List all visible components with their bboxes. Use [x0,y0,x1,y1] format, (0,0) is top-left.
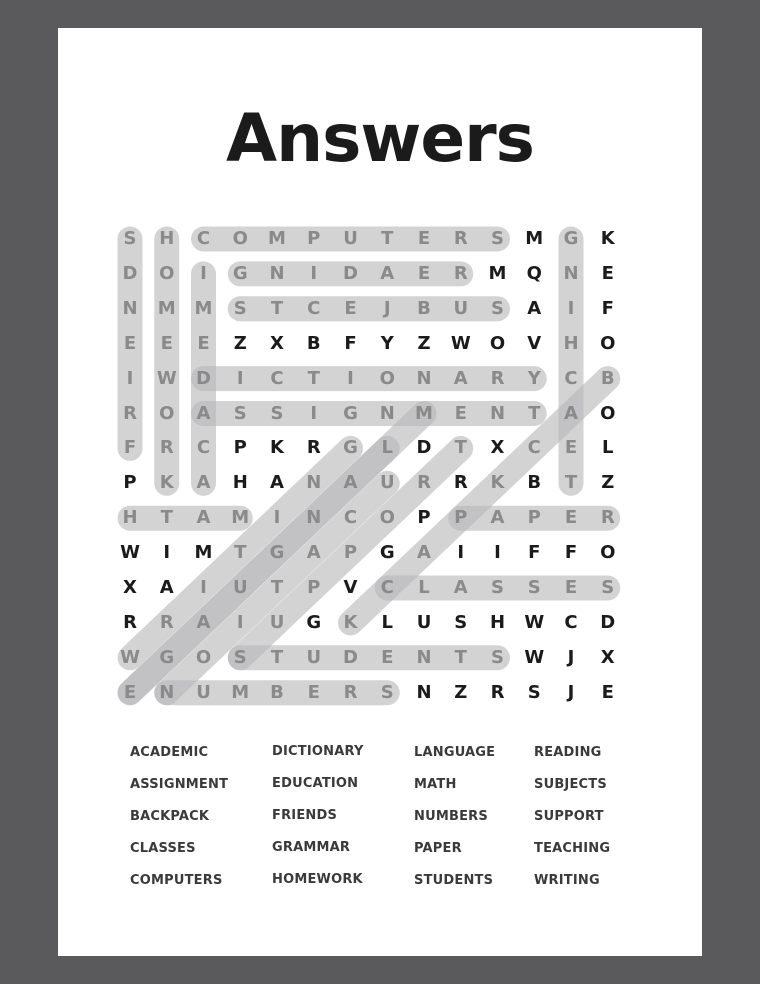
grid-cell: E [344,297,357,319]
grid-cell: S [233,646,247,668]
grid-cell: S [491,577,504,598]
grid-cell: V [527,332,542,354]
grid-cell: C [196,437,211,459]
grid-cell: P [233,437,247,459]
grid-cell: C [307,297,321,319]
grid-cell: D [122,262,138,284]
word-list-item: WRITING [534,873,600,888]
grid-cell: R [159,437,174,459]
grid-cell: U [269,611,285,633]
grid-cell: D [196,367,211,389]
grid-cell: W [120,542,140,564]
grid-cell: T [270,297,284,319]
word-list-item: HOMEWORK [272,872,363,887]
grid-cell: T [454,646,467,668]
grid-cell: O [600,542,616,564]
word-list-item: FRIENDS [272,808,338,823]
grid-cell: E [307,681,320,703]
grid-cell: C [527,437,541,459]
grid-cell: R [343,681,358,703]
grid-cell: W [450,332,471,354]
grid-cell: G [343,402,358,424]
grid-cell: U [453,297,469,319]
grid-cell: A [453,367,468,389]
grid-cell: S [491,646,504,668]
grid-cell: K [490,472,505,494]
word-list-item: STUDENTS [414,873,494,888]
grid-cell: J [383,297,391,319]
grid-cell: E [197,332,210,354]
grid-cell: M [525,228,544,249]
grid-cell: E [160,332,173,354]
grid-cell: U [416,611,432,633]
grid-cell: A [453,577,468,598]
grid-cell: O [489,332,506,354]
grid-cell: P [307,577,321,598]
word-list-item: LANGUAGE [414,745,496,760]
grid-cell: A [306,542,321,564]
grid-cell: H [159,228,175,249]
grid-cell: S [601,577,615,598]
grid-cell: T [381,228,394,249]
grid-cell: L [381,611,393,633]
grid-cell: S [380,681,394,703]
grid-cell: C [564,367,578,389]
grid-cell: S [491,297,504,319]
grid-cell: D [343,646,358,668]
grid-cell: R [600,507,615,529]
grid-cell: M [231,681,250,703]
grid-cell: P [343,542,358,564]
grid-cell: L [418,577,430,598]
grid-cell: G [269,542,285,564]
grid-cell: G [306,611,322,633]
grid-cell: X [123,577,137,598]
grid-cell: M [194,542,213,564]
grid-cell: Q [526,262,542,284]
grid-cell: M [415,402,433,424]
grid-cell: P [123,472,137,494]
grid-cell: A [196,507,211,529]
grid-cell: T [528,402,541,424]
grid-cell: E [123,332,137,354]
grid-cell: S [527,577,541,598]
grid-cell: O [159,402,175,424]
grid-cell: M [268,228,286,249]
grid-cell: U [232,577,248,598]
grid-cell: Z [233,332,247,354]
grid-cell: I [347,367,354,389]
grid-cell: A [159,577,174,598]
grid-cell: L [602,437,614,459]
word-list-item: READING [534,745,602,760]
grid-cell: L [381,437,393,459]
grid-cell: R [159,611,174,633]
grid-cell: N [269,262,285,284]
grid-cell: J [567,681,575,703]
grid-cell: E [601,262,614,284]
word-list-item: ACADEMIC [130,745,209,760]
grid-cell: O [159,262,175,284]
grid-cell: E [417,228,431,249]
grid-cell: H [489,611,506,633]
grid-cell: S [491,228,504,249]
word-list-item: ASSIGNMENT [130,777,229,792]
grid-cell: F [601,297,614,319]
grid-cell: E [417,262,431,284]
grid-cell: W [524,611,545,633]
grid-cell: G [563,228,579,249]
grid-cell: E [564,507,578,529]
grid-cell: K [343,611,358,633]
grid-cell: R [490,367,505,389]
grid-cell: W [156,367,177,389]
grid-cell: N [416,646,432,668]
grid-cell: T [270,577,284,598]
grid-cell: R [123,611,137,633]
grid-cell: H [563,332,579,354]
grid-cell: R [453,262,468,284]
grid-cell: O [195,646,212,668]
word-list-item: BACKPACK [130,809,210,824]
grid-cell: R [417,472,431,494]
grid-cell: P [527,507,541,529]
grid-cell: J [567,646,575,668]
grid-cell: O [379,507,395,529]
grid-cell: O [379,367,395,389]
grid-cell: M [194,297,213,319]
grid-cell: T [270,646,284,668]
grid-cell: U [379,472,395,494]
grid-cell: D [416,437,432,459]
grid-cell: A [380,262,395,284]
grid-cell: F [344,332,357,354]
grid-cell: N [489,402,506,424]
grid-cell: S [233,297,247,319]
grid-cell: I [494,542,501,564]
grid-cell: M [157,297,176,319]
word-list-item: GRAMMAR [272,840,351,855]
grid-cell: E [381,646,394,668]
grid-cell: T [234,542,247,564]
grid-cell: D [343,262,358,284]
grid-cell: N [563,262,579,284]
grid-cell: I [310,402,318,424]
grid-cell: I [310,262,318,284]
grid-cell: I [200,577,207,598]
grid-cell: F [528,542,541,564]
word-list-item: MATH [414,777,457,792]
word-list-item: DICTIONARY [272,744,364,759]
grid-cell: F [564,542,578,564]
grid-cell: S [233,402,247,424]
grid-cell: A [527,297,542,319]
grid-cell: N [306,507,322,529]
page-title: Answers [226,100,534,177]
grid-cell: R [306,437,321,459]
word-list-item: PAPER [414,841,462,856]
grid-cell: G [343,437,358,459]
grid-cell: G [379,542,395,564]
grid-cell: G [232,262,248,284]
grid-cell: T [160,507,173,529]
grid-cell: B [600,367,615,389]
grid-cell: I [200,262,207,284]
grid-cell: N [122,297,138,319]
grid-cell: P [307,228,321,249]
grid-cell: S [454,611,468,633]
grid-cell: N [159,681,175,703]
grid-cell: R [453,472,468,494]
grid-cell: T [564,472,578,494]
grid-cell: K [270,437,284,459]
grid-cell: E [454,402,467,424]
grid-cell: A [343,472,358,494]
grid-cell: I [236,367,244,389]
grid-cell: X [600,646,615,668]
grid-cell: C [270,367,284,389]
grid-cell: V [343,577,358,598]
word-list-item: CLASSES [130,841,196,856]
grid-cell: B [306,332,321,354]
grid-cell: R [453,228,468,249]
grid-cell: E [564,437,578,459]
grid-cell: E [564,577,578,598]
grid-cell: T [307,367,320,389]
grid-cell: A [270,472,284,494]
grid-cell: R [490,681,505,703]
grid-cell: M [231,507,250,529]
grid-cell: E [123,681,137,703]
grid-cell: I [126,367,134,389]
grid-cell: X [490,437,505,459]
grid-cell: G [159,646,175,668]
grid-cell: U [343,228,358,249]
grid-cell: H [232,472,248,494]
grid-cell: M [488,262,507,284]
word-list-item: SUBJECTS [534,777,607,792]
grid-cell: A [490,507,505,529]
grid-cell: E [601,681,614,703]
grid-cell: Y [527,367,541,389]
grid-cell: R [123,402,137,424]
grid-cell: Z [601,472,615,494]
grid-cell: W [120,646,140,668]
grid-cell: D [600,611,616,633]
grid-cell: P [454,507,468,529]
word-list-item: EDUCATION [272,776,359,791]
grid-cell: W [524,646,545,668]
grid-cell: T [454,437,467,459]
grid-cell: B [417,297,431,319]
grid-cell: F [123,437,137,459]
grid-cell: N [416,681,432,703]
grid-cell: Y [380,332,394,354]
grid-cell: C [196,228,211,249]
grid-cell: A [196,472,211,494]
grid-cell: O [232,228,248,249]
grid-cell: C [564,611,578,633]
grid-cell: I [567,297,575,319]
grid-cell: N [306,472,322,494]
grid-cell: I [457,542,465,564]
grid-cell: B [270,681,284,703]
word-list-item: SUPPORT [534,809,604,824]
word-list-item: TEACHING [534,841,611,856]
grid-cell: A [417,542,431,564]
grid-cell: K [600,228,615,249]
grid-cell: C [343,507,358,529]
grid-cell: N [416,367,432,389]
grid-cell: P [417,507,431,529]
grid-cell: A [196,611,211,633]
grid-cell: A [196,402,211,424]
grid-cell: K [159,472,174,494]
grid-cell: H [122,507,138,529]
grid-cell: Z [454,681,468,703]
grid-cell: O [600,402,616,424]
grid-cell: S [123,228,137,249]
grid-cell: S [527,681,541,703]
grid-cell: I [273,507,281,529]
grid-cell: U [196,681,211,703]
grid-cell: U [306,646,322,668]
grid-cell: B [527,472,542,494]
grid-cell: X [270,332,284,354]
word-list-item: NUMBERS [414,809,488,824]
grid-cell: I [236,611,244,633]
word-list-item: COMPUTERS [130,873,223,888]
grid-cell: I [163,542,171,564]
grid-cell: O [600,332,616,354]
grid-cell: Z [417,332,431,354]
grid-cell: N [379,402,395,424]
grid-cell: S [270,402,284,424]
grid-cell: C [380,577,394,598]
grid-cell: A [564,402,578,424]
